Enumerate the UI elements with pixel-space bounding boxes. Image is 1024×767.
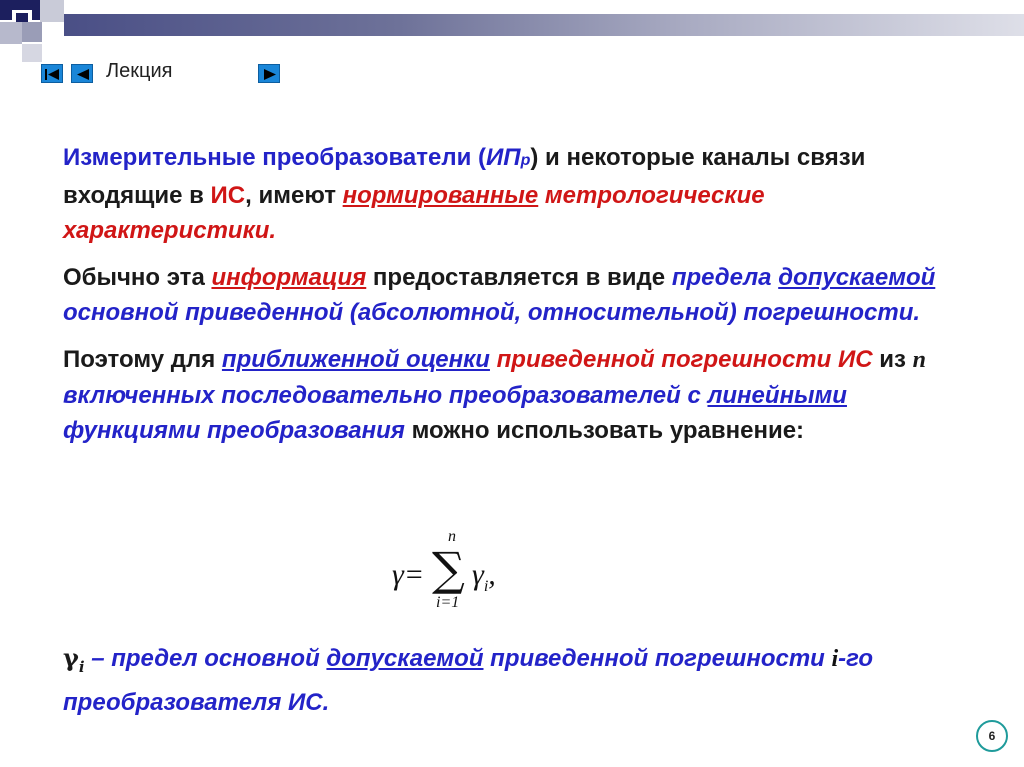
title-decoration-bar — [64, 14, 1024, 36]
sum-symbol: ∑ — [432, 542, 465, 596]
text: Измерительные преобразователи ( — [63, 144, 487, 171]
decor-square — [0, 22, 22, 44]
subscript: р — [520, 152, 531, 169]
sum-upper-limit: n — [448, 528, 456, 545]
text: Поэтому для — [63, 346, 222, 373]
text: включенных последовательно преобразователей с — [63, 382, 708, 409]
text: , — [488, 558, 496, 591]
normed-term: нормированные — [342, 182, 539, 209]
slide-body — [63, 140, 963, 460]
permissible-term: допускаемой — [778, 264, 936, 291]
sum-formula — [392, 528, 532, 618]
formula-term — [472, 558, 496, 596]
lecture-link[interactable]: Лекция — [106, 60, 173, 82]
gamma-symbol — [63, 643, 85, 676]
linear-term: линейными — [707, 382, 847, 409]
text — [490, 346, 497, 373]
sum-lower-limit: i=1 — [436, 594, 460, 611]
i-variable: i — [831, 646, 839, 672]
text: основной приведенной (абсолютной, относительной) погрешности. — [63, 299, 921, 326]
previous-slide-button[interactable] — [71, 64, 93, 83]
text: функциями преобразования — [63, 417, 405, 444]
text: можно использовать уравнение: — [404, 417, 805, 444]
next-slide-button[interactable] — [258, 64, 280, 83]
decor-square — [22, 22, 42, 42]
decor-square — [22, 44, 42, 62]
text: приведенной погрешности — [483, 645, 832, 672]
subscript: i — [483, 578, 489, 595]
decor-square — [40, 0, 64, 22]
decor-square — [42, 22, 64, 44]
text: предоставляется в виде — [366, 264, 672, 291]
metrology-term: метрологические характеристики. — [63, 182, 765, 244]
previous-icon — [72, 65, 94, 84]
next-icon — [259, 65, 281, 84]
text: ) и некоторые каналы связи входящие в — [63, 144, 866, 209]
is-abbr: ИС — [210, 182, 246, 209]
first-slide-icon — [42, 65, 64, 84]
text: γ — [63, 643, 79, 672]
paragraph-3 — [63, 342, 963, 448]
text: , имеют — [245, 182, 343, 209]
text: γ — [472, 558, 484, 591]
gamma-definition — [63, 640, 963, 721]
text: -го преобразователя ИС. — [63, 645, 874, 716]
paragraph-2 — [63, 260, 963, 330]
subscript: i — [78, 657, 85, 676]
text: предела — [671, 264, 779, 291]
page-number-badge: 6 — [976, 720, 1008, 752]
permissible-term: допускаемой — [326, 645, 484, 672]
paragraph-1 — [63, 140, 963, 248]
error-term: приведенной погрешности ИС — [496, 346, 873, 373]
ipr-abbr — [486, 144, 530, 171]
first-slide-button[interactable] — [41, 64, 63, 83]
text: Обычно эта — [63, 264, 212, 291]
information-term: информация — [211, 264, 367, 291]
text: – предел основной — [84, 645, 327, 672]
text: ИП — [486, 144, 521, 171]
n-variable: n — [912, 347, 926, 373]
approx-term: приближенной оценки — [221, 346, 490, 373]
formula-lhs: γ= — [392, 558, 425, 591]
text: из — [872, 346, 913, 373]
